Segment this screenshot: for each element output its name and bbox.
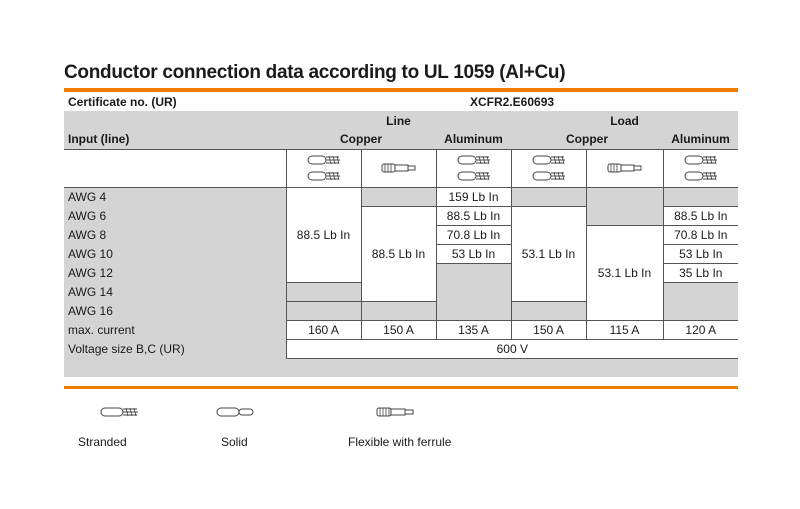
empty-footer-row	[64, 358, 738, 377]
legend-label-solid: Solid	[221, 435, 248, 449]
max-current-value: 120 A	[663, 320, 738, 339]
line-copper-header: Copper	[340, 132, 382, 147]
load-aluminum-value: 88.5 Lb In	[663, 206, 738, 225]
voltage-value: 600 V	[286, 339, 738, 358]
page-title: Conductor connection data according to UL 1059 (Al+Cu)	[64, 62, 566, 83]
stranded-wire-icon	[511, 149, 586, 187]
legend-label-stranded: Stranded	[78, 435, 127, 449]
ferrule-wire-icon	[361, 149, 436, 187]
load-aluminum-value: 35 Lb In	[663, 263, 738, 282]
stranded-wire-icon	[663, 149, 738, 187]
wire-size-label: AWG 12	[64, 263, 286, 282]
line-aluminum-header: Aluminum	[444, 132, 503, 147]
group-header-row	[64, 111, 738, 130]
wire-size-label: AWG 16	[64, 301, 286, 320]
line-aluminum-value: 88.5 Lb In	[436, 206, 511, 225]
max-current-value: 160 A	[286, 320, 361, 339]
legend-label-ferrule: Flexible with ferrule	[348, 435, 452, 449]
line-copper-stranded-value: 88.5 Lb In	[286, 187, 361, 282]
max-current-value: 135 A	[436, 320, 511, 339]
icon-row	[64, 149, 738, 187]
certificate-row	[64, 92, 738, 111]
load-aluminum-value: 70.8 Lb In	[663, 225, 738, 244]
stranded-wire-icon	[286, 149, 361, 187]
ferrule-wire-icon	[586, 149, 663, 187]
max-current-value: 150 A	[361, 320, 436, 339]
max-current-label: max. current	[64, 320, 286, 339]
max-current-value: 115 A	[586, 320, 663, 339]
line-aluminum-value: 53 Lb In	[436, 244, 511, 263]
stranded-wire-icon	[436, 149, 511, 187]
solid-wire-icon	[216, 405, 256, 419]
connection-data-table	[64, 92, 738, 377]
line-aluminum-value: 159 Lb In	[436, 187, 511, 206]
load-copper-solid-value: 53.1 Lb In	[586, 225, 663, 320]
stranded-wire-icon	[100, 405, 140, 419]
wire-size-label: AWG 8	[64, 225, 286, 244]
table-row	[64, 187, 738, 206]
wire-size-label: AWG 6	[64, 206, 286, 225]
input-label: Input (line)	[68, 132, 130, 147]
material-header-row	[64, 130, 738, 149]
bottom-accent-rule	[64, 386, 738, 389]
max-current-value: 150 A	[511, 320, 586, 339]
group-line: Line	[386, 113, 411, 128]
max-current-row	[64, 320, 738, 339]
load-aluminum-value: 53 Lb In	[663, 244, 738, 263]
group-load: Load	[610, 113, 639, 128]
load-copper-header: Copper	[566, 132, 608, 147]
ferrule-wire-icon	[376, 405, 416, 419]
certificate-label: Certificate no. (UR)	[68, 94, 177, 109]
load-aluminum-header: Aluminum	[671, 132, 730, 147]
wire-size-label: AWG 14	[64, 282, 286, 301]
wire-size-label: AWG 4	[64, 187, 286, 206]
certificate-value: XCFR2.E60693	[470, 94, 555, 109]
line-copper-solid-value: 88.5 Lb In	[361, 206, 436, 301]
line-aluminum-value: 70.8 Lb In	[436, 225, 511, 244]
load-copper-stranded-value: 53.1 Lb In	[511, 206, 586, 301]
voltage-row	[64, 339, 738, 358]
voltage-label: Voltage size B,C (UR)	[64, 339, 286, 358]
wire-size-label: AWG 10	[64, 244, 286, 263]
